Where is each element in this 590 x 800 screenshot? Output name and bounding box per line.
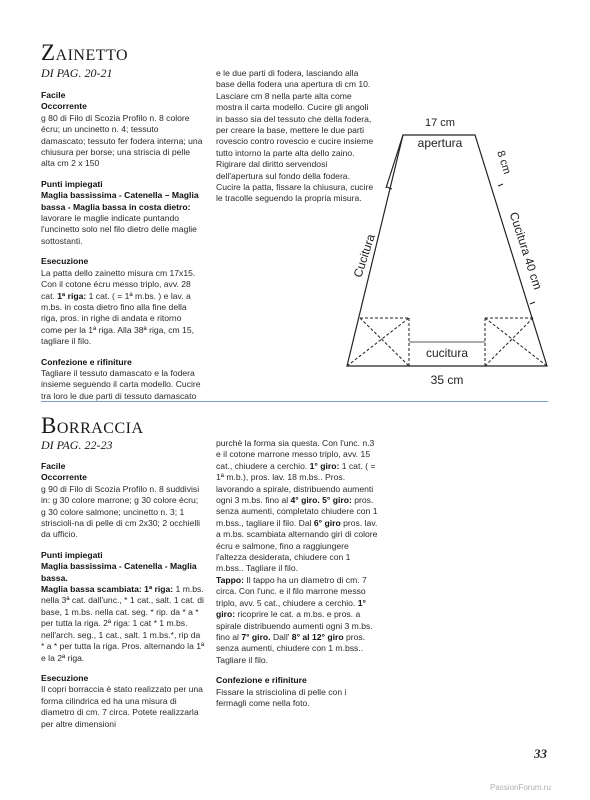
bottom-measure-label: 35 cm <box>430 373 464 387</box>
zainetto-subtitle: DI PAG. 20-21 <box>41 66 113 80</box>
borraccia-title: Borraccia <box>41 413 144 438</box>
seam-mark-right <box>498 184 503 186</box>
right-top-measure-label: 8 cm <box>494 149 513 176</box>
top-opening-label: apertura <box>417 136 463 150</box>
borraccia-column-right <box>216 438 378 709</box>
tappo-text: Tappo: Il tappo ha un diametro di cm. 7 circa. Con l'unc. e il filo marrone messo triplo, avv. 5 cat., chiudere a cerchio. 1° giro: ricoprire le cat. a m.bs. e pros. a spirale distribuendo aumenti ogni 3 m.bs. fino al 7° giro. Dall' 8° al 12° giro pros. senza aumenti, chiudere con 1 m.bss.. Tagliare il filo. <box>216 574 373 665</box>
top-measure-label: 17 cm <box>425 117 455 129</box>
confezione-text-1: Tagliare il tessuto damascato e la fodera insieme seguendo il carta modello. Cucire tra loro le due parti di tessuto damascato <box>41 367 201 401</box>
zainetto-column-left <box>41 90 204 402</box>
punti-text: Maglia bassissima - Catenella – Maglia bassa - Maglia bassa in costa dietro: lavorare le maglie indicate puntando l'uncinetto solo nel filo dietro delle maglie sottostanti. <box>41 190 199 246</box>
scambiata-text: Maglia bassa scambiata: 1ª riga: 1 m.bs. nella 3ª cat. dall'unc., * 1 cat., salt. 1 cat. di base, 1 m.bs. nella cat. seg. * rip. da * a * per tutta la riga. 2ª riga: 1 cat * 1 m.bs. nell'arch. seg., 1 cat., salt. 1 m.bs.*, rip da * a * per tutta la riga. Pros. alternando la 1ª e la 2ª riga. <box>41 584 205 663</box>
level-label: Facile <box>41 461 66 471</box>
borraccia-column-left <box>41 461 205 730</box>
occorrente-heading: Occorrente <box>41 472 87 483</box>
esecuzione-text: La patta dello zainetto misura cm 17x15. Con il cotone écru messo triplo, avv. 28 cat. 1ª riga: 1 cat. ( = 1ª m.bs. ) e lav. a m.bs. in costa dietro fino alla fine della riga, pros. in righe di andata e ritorno come per la 1ª riga. Alla 38ª riga, cm 15, tagliare il filo. <box>41 267 196 347</box>
borraccia-subtitle: DI PAG. 22-23 <box>41 438 113 452</box>
punti-heading: Punti impiegati <box>41 178 103 189</box>
occorrente-text: g 80 di Filo di Scozia Profilo n. 8 colore écru; un uncinetto n. 4; tessuto damascato; tessuto fer fodera interna; una chiusura per borse; una striscia di pelle alta cm 2 x 150 <box>41 112 203 169</box>
punti-text: Maglia bassissima - Catenella - Maglia bassa. <box>41 561 197 583</box>
zainetto-title: Zainetto <box>41 40 129 65</box>
left-seam-label: Cucitura <box>350 232 378 280</box>
punti-heading: Punti impiegati <box>41 549 103 560</box>
backpack-pattern-diagram <box>330 112 570 392</box>
pattern-outline <box>347 135 547 366</box>
confezione-text: Fissare la striscioIina di pelle con i fermagli come nella foto. <box>216 686 347 708</box>
confezione-text-2: e le due parti di fodera, lasciando alla base della fodera una apertura di cm 10. Lasciare cm 8 nella parte alta come mostra il carta modello. Cucire gli angoli in basso sia del tessuto che della fodera, per creare la base, mettere le due parti rovescio contro rovescio e cucire insieme tutto intorno la parte alta dello zaino. Rigirare dal diritto servendosi dell'apertura sul fondo della fodera. Cucire la patta, fissare la chiusura, cucire le tracolle seguendo la propria misura. <box>216 68 374 204</box>
bottom-seam-label: cucitura <box>425 346 469 360</box>
execution-continued: purchè la forma sia questa. Con l'unc. n.3 e il cotone marrone messo triplo, avv. 15 cat., chiudere a cerchio. 1° giro: 1 cat. ( = 1ª m.b.), pros. lav. 18 m.bs.. Pros. lavorando a spirale, distribuendo aumenti ogni 3 m.bs. fino al 4° giro. 5° giro: pros. senza aumenti, completato chiudere con 1 m.bss., tagliare il filo. Dal 6° giro pros. lav. a m.bs. scambiata alternando giri di colore écru e salmone, fino a raggiungere l'altezza desiderata, chiudere con 1 m.bss.. Tagliare il filo. <box>216 438 378 574</box>
confezione-heading: Confezione e rifiniture <box>216 675 307 686</box>
confezione-heading: Confezione e rifiniture <box>41 356 132 367</box>
right-seam-label: Cucitura 40 cm <box>506 210 545 292</box>
esecuzione-heading: Esecuzione <box>41 256 89 267</box>
occorrente-heading: Occorrente <box>41 101 87 112</box>
esecuzione-text: Il copri borraccia è stato realizzato per una forma cilindrica ed ha una misura di diametro di cm. 7 circa. Potete realizzarla per altre dimensioni <box>41 684 203 729</box>
level-label: Facile <box>41 90 66 100</box>
esecuzione-heading: Esecuzione <box>41 672 89 683</box>
section-divider <box>41 401 548 402</box>
watermark: PassionForum.ru <box>490 783 551 792</box>
page-number: 33 <box>534 746 547 761</box>
occorrente-text: g 90 di Filo di Scozia Profilo n. 8 suddivisi in: g 30 colore marrone; g 30 colore écru; g 30 colore salmone; uncinetto n. 3; 1 striscioli-na di pelle di cm 2x30; 2 occhielli da ufficio. <box>41 483 201 540</box>
